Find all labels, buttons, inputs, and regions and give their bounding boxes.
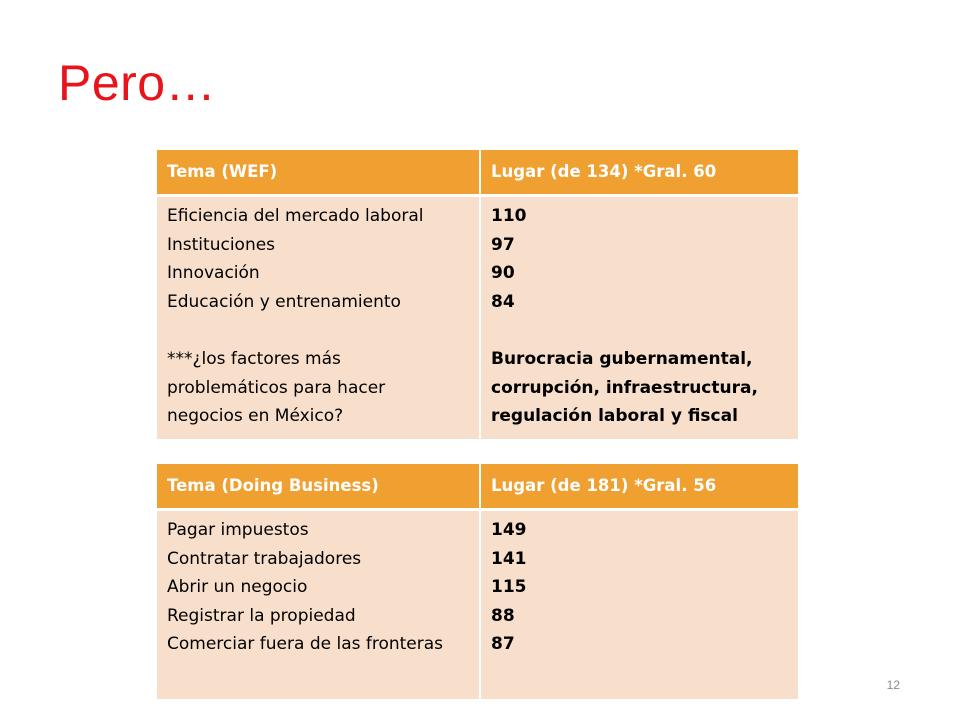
spacer — [167, 316, 469, 345]
place-value: 87 — [491, 634, 515, 655]
place-value: 149 — [491, 520, 527, 540]
place-value: 90 — [491, 263, 515, 284]
question-line: problemáticos para hacer — [167, 377, 386, 398]
place-value: 110 — [491, 206, 527, 226]
table-header-row — [157, 464, 798, 511]
places-cell — [481, 197, 798, 439]
place-value: 115 — [491, 577, 527, 598]
answer-line: regulación laboral y fiscal — [491, 406, 738, 427]
place-value: 141 — [491, 548, 527, 569]
column-header-topic: Tema (WEF) — [157, 150, 481, 197]
topic-item: Abrir un negocio — [167, 577, 308, 598]
topic-item: Contratar trabajadores — [167, 548, 362, 569]
topic-item: Innovación — [167, 263, 260, 284]
slide-title: Pero… — [58, 55, 217, 111]
answer-line: Burocracia gubernamental, — [491, 348, 753, 369]
place-value: 88 — [491, 605, 515, 626]
table-row — [157, 511, 798, 699]
topic-item: Instituciones — [167, 234, 276, 255]
table-row — [157, 197, 798, 439]
topic-item: Pagar impuestos — [167, 520, 309, 540]
question-line: negocios en México? — [167, 406, 344, 427]
page-number: 12 — [886, 678, 900, 692]
topic-item: Educación y entrenamiento — [167, 291, 401, 312]
place-value: 97 — [491, 234, 515, 255]
topic-item: Eficiencia del mercado laboral — [167, 206, 424, 226]
column-header-topic: Tema (Doing Business) — [157, 464, 481, 511]
answer-line: corrupción, infraestructura, — [491, 377, 758, 398]
spacer — [491, 316, 788, 345]
question-line: ***¿los factores más — [167, 348, 341, 369]
table-header-row — [157, 150, 798, 197]
doing-business-table — [157, 464, 798, 699]
wef-table — [157, 150, 798, 439]
topic-item: Registrar la propiedad — [167, 605, 356, 626]
topics-cell — [157, 197, 481, 439]
topics-cell — [157, 511, 481, 699]
column-header-rank: Lugar (de 134) *Gral. 60 — [481, 150, 798, 197]
place-value: 84 — [491, 291, 515, 312]
column-header-rank: Lugar (de 181) *Gral. 56 — [481, 464, 798, 511]
topic-item: Comerciar fuera de las fronteras — [167, 634, 444, 655]
places-cell — [481, 511, 798, 699]
